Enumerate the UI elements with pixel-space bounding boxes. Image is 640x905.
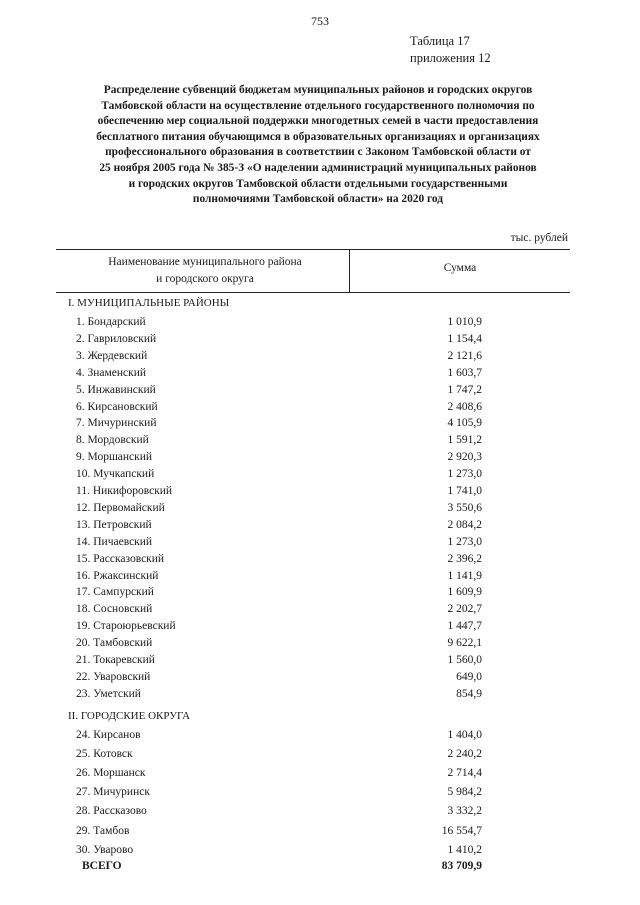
- title-line: полномочиями Тамбовской области» на 2020 год: [192, 193, 444, 206]
- row-name: 8. Мордовский: [76, 434, 149, 447]
- row-name: 17. Сампурский: [76, 586, 154, 599]
- row-value: 1 609,9: [447, 586, 482, 599]
- row-value: 2 084,2: [447, 518, 482, 531]
- row-value: 5 984,2: [447, 786, 482, 799]
- row-name: 11. Никифоровский: [76, 485, 173, 497]
- row-name: 9. Моршанский: [76, 451, 153, 464]
- column-header-name-line1: Наименование муниципального района: [108, 256, 302, 268]
- row-value: 3 550,6: [447, 501, 482, 514]
- column-header-name: [70, 254, 340, 288]
- table-row: [0, 767, 640, 784]
- table-row: [0, 434, 640, 451]
- row-name: 13. Петровский: [76, 518, 152, 531]
- table-row: [0, 603, 640, 620]
- table-row: [0, 384, 640, 401]
- row-name: 22. Уваровский: [76, 670, 151, 683]
- row-value: 1 141,9: [447, 569, 482, 582]
- row-name: 2. Гавриловский: [76, 332, 157, 345]
- table-row: [0, 844, 640, 861]
- row-value: 1 010,9: [447, 316, 482, 328]
- table-row: [0, 536, 640, 553]
- row-value: 9 622,1: [447, 637, 482, 650]
- title-line: бесплатного питания обучающимся в образовательных организациях и организациях: [96, 130, 540, 143]
- row-name: 24. Кирсанов: [76, 729, 141, 741]
- total-label: ВСЕГО: [82, 860, 122, 872]
- row-value: 1 591,2: [447, 434, 482, 447]
- title-line: профессионального образования в соответствии с Законом Тамбовской области от: [105, 146, 531, 159]
- row-name: 25. Котовск: [76, 748, 133, 761]
- table-row: [0, 570, 640, 587]
- row-name: 23. Уметский: [76, 687, 141, 700]
- row-name: 21. Токаревский: [76, 654, 155, 666]
- row-value: 3 332,2: [447, 805, 482, 818]
- row-name: 12. Первомайский: [76, 501, 165, 514]
- total-row: [0, 860, 640, 877]
- title-line: Тамбовской области на осуществление отдельного государственного полномочия по: [101, 99, 535, 112]
- table-row: [0, 786, 640, 803]
- table-row: [0, 729, 640, 746]
- row-value: 1 273,0: [447, 468, 482, 481]
- row-value: 1 404,0: [447, 729, 482, 741]
- table-row: [0, 553, 640, 570]
- row-name: 28. Рассказово: [76, 805, 147, 818]
- table-row: [0, 417, 640, 434]
- row-name: 5. Инжавинский: [76, 383, 156, 396]
- table-row: [0, 502, 640, 519]
- table-row: [0, 586, 640, 603]
- table-row: [0, 688, 640, 705]
- row-value: 2 240,2: [447, 748, 482, 761]
- row-name: 7. Мичуринский: [76, 417, 157, 430]
- row-value: 1 747,2: [447, 383, 482, 396]
- row-value: 2 396,2: [447, 552, 482, 565]
- table-row: [0, 519, 640, 536]
- row-name: 4. Знаменский: [76, 366, 147, 379]
- row-value: 1 741,0: [447, 485, 482, 497]
- row-value: 854,9: [456, 687, 482, 700]
- title-line: обеспечению мер социальной поддержки многодетных семей в части предоставления: [97, 115, 539, 128]
- row-value: 1 410,2: [447, 843, 482, 856]
- row-value: 1 273,0: [447, 535, 482, 548]
- row-name: 3. Жердевский: [76, 349, 148, 362]
- row-value: 1 447,7: [447, 620, 482, 633]
- table-row: [0, 367, 640, 384]
- row-name: 15. Рассказовский: [76, 552, 165, 565]
- table-row: [0, 401, 640, 418]
- row-name: 26. Моршанск: [76, 767, 146, 780]
- row-value: 649,0: [456, 670, 482, 683]
- table-row: [0, 671, 640, 688]
- table-row: [0, 825, 640, 842]
- header-bottom-rule: [56, 292, 570, 293]
- title-line: и городских округов Тамбовской области отдельными государственными: [128, 177, 508, 190]
- table-reference-line2: приложения 12: [410, 51, 491, 65]
- row-value: 2 714,4: [447, 767, 482, 780]
- row-name: 18. Сосновский: [76, 603, 153, 616]
- units-label: тыс. рублей: [510, 232, 568, 244]
- row-name: 1. Бондарский: [76, 316, 146, 328]
- document-title: [58, 83, 578, 208]
- row-name: 6. Кирсановский: [76, 400, 158, 413]
- row-value: 16 554,7: [441, 824, 482, 837]
- row-name: 16. Ржаксинский: [76, 569, 159, 582]
- row-name: 10. Мучкапский: [76, 468, 155, 481]
- table-row: [0, 350, 640, 367]
- row-value: 2 121,6: [447, 349, 482, 362]
- column-header-sum: Сумма: [443, 262, 477, 274]
- row-name: 30. Уварово: [76, 843, 134, 856]
- title-line: 25 ноября 2005 года № 385-З «О наделении администраций муниципальных районов: [99, 161, 537, 174]
- table-row: [0, 468, 640, 485]
- title-line: Распределение субвенций бюджетам муниципальных районов и городских округов: [103, 84, 533, 96]
- table-row: [0, 316, 640, 333]
- section-heading-districts: I. МУНИЦИПАЛЬНЫЕ РАЙОНЫ: [68, 297, 230, 309]
- table-row: [0, 748, 640, 765]
- row-value: 2 920,3: [447, 451, 482, 464]
- table-row: [0, 485, 640, 502]
- section-heading-city-districts: II. ГОРОДСКИЕ ОКРУГА: [68, 710, 191, 722]
- column-header-name-line2: и городского округа: [156, 273, 254, 285]
- row-value: 1 560,0: [447, 654, 482, 666]
- row-value: 4 105,9: [447, 417, 482, 430]
- row-value: 2 202,7: [447, 603, 482, 616]
- table-row: [0, 620, 640, 637]
- table-row: [0, 333, 640, 350]
- table-reference: [410, 33, 491, 67]
- page-number: 753: [311, 14, 329, 28]
- row-name: 20. Тамбовский: [76, 637, 153, 650]
- row-name: 14. Пичаевский: [76, 535, 153, 548]
- row-name: 19. Староюрьевский: [76, 620, 176, 633]
- row-name: 29. Тамбов: [76, 824, 130, 837]
- row-value: 2 408,6: [447, 400, 482, 413]
- row-value: 1 603,7: [447, 366, 482, 379]
- table-row: [0, 637, 640, 654]
- table-row: [0, 654, 640, 671]
- table-row: [0, 451, 640, 468]
- row-value: 1 154,4: [447, 332, 482, 345]
- table-reference-line1: Таблица 17: [410, 34, 470, 48]
- table-top-rule: [56, 249, 570, 250]
- row-name: 27. Мичуринск: [76, 786, 150, 799]
- total-value: 83 709,9: [441, 860, 482, 872]
- table-row: [0, 805, 640, 822]
